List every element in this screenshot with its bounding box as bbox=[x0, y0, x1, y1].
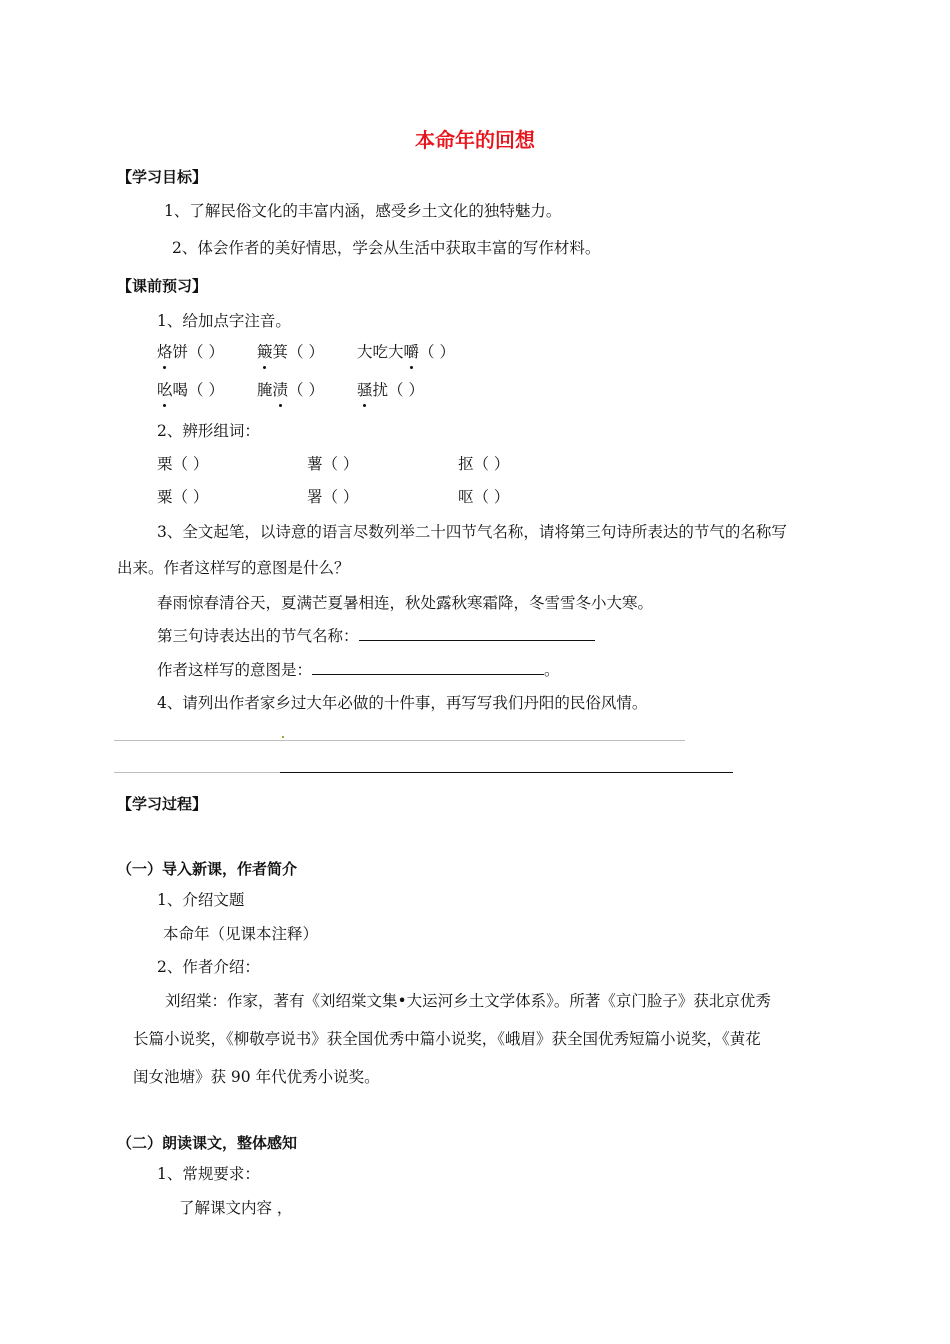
emphasis-dot-char: 吆 bbox=[157, 381, 173, 399]
word-item: 粟（ ） bbox=[157, 488, 209, 506]
pinyin-item: 大吃大嚼（ ） bbox=[357, 343, 455, 361]
pinyin-item: 烙饼（ ） bbox=[157, 343, 224, 361]
list-item-text: 了解课文内容 ， bbox=[179, 1199, 293, 1217]
author-intro-line: 长篇小说奖，《柳敬亭说书》获全国优秀中篇小说奖，《峨眉》获全国优秀短篇小说奖，《黄花 bbox=[133, 1030, 761, 1048]
question-3-line: 3、全文起笔，以诗意的语言尽数列举二十四节气名称，请将第三句诗所表达的节气的名称写 bbox=[157, 523, 787, 541]
pinyin-item: 簸箕（ ） bbox=[257, 343, 324, 361]
list-item: 1、介绍文题 bbox=[157, 891, 245, 909]
word-item: 栗（ ） bbox=[157, 455, 209, 473]
word-item: 署（ ） bbox=[307, 488, 359, 506]
question-2: 2、辨形组词： bbox=[157, 422, 260, 440]
pinyin-item: 腌渍（ ） bbox=[257, 381, 324, 399]
emphasis-dot-char: 骚 bbox=[357, 381, 373, 399]
word-item: 抠（ ） bbox=[458, 455, 510, 473]
stray-mark bbox=[282, 736, 284, 738]
list-item: 2、作者介绍： bbox=[157, 958, 260, 976]
fill-in-solar-term: 第三句诗表达出的节气名称： bbox=[157, 626, 595, 646]
answer-blank[interactable] bbox=[312, 660, 544, 675]
pinyin-item: 吆喝（ ） bbox=[157, 381, 224, 399]
word-item: 呕（ ） bbox=[458, 488, 510, 506]
question-4: 4、请列出作者家乡过大年必做的十件事，再写写我们丹阳的民俗风情。 bbox=[157, 694, 648, 712]
question-1: 1、给加点字注音。 bbox=[157, 312, 291, 330]
emphasis-dot-char: 簸 bbox=[257, 343, 273, 361]
emphasis-dot-char: 烙 bbox=[157, 343, 173, 361]
emphasis-dot-char: 渍 bbox=[272, 381, 289, 399]
answer-blank[interactable] bbox=[359, 626, 595, 641]
word-item: 薯（ ） bbox=[307, 455, 359, 473]
question-3-line: 出来。作者这样写的意图是什么？ bbox=[117, 559, 350, 577]
faint-answer-line bbox=[114, 772, 280, 773]
page-title: 本命年的回想 bbox=[415, 128, 535, 152]
solar-terms-poem: 春雨惊春清谷天，夏满芒夏暑相连，秋处露秋寒霜降，冬雪雪冬小大寒。 bbox=[157, 594, 654, 612]
section-heading-preview: 【课前预习】 bbox=[117, 277, 208, 295]
answer-line[interactable] bbox=[280, 772, 733, 773]
pinyin-item: 骚扰（ ） bbox=[357, 381, 424, 399]
author-intro-line: 闺女池塘》获 90 年代优秀小说奖。 bbox=[133, 1068, 380, 1086]
goal-item: 1、了解民俗文化的丰富内涵，感受乡土文化的独特魅力。 bbox=[164, 202, 562, 220]
emphasis-dot-char: 嚼 bbox=[403, 343, 420, 361]
part-2-heading: （二）朗读课文，整体感知 bbox=[117, 1134, 298, 1152]
list-item: 1、常规要求： bbox=[157, 1165, 260, 1183]
faint-answer-line bbox=[114, 740, 685, 741]
section-heading-goals: 【学习目标】 bbox=[117, 168, 208, 186]
section-heading-process: 【学习过程】 bbox=[117, 795, 208, 813]
goal-item: 2、体会作者的美好情思，学会从生活中获取丰富的写作材料。 bbox=[172, 239, 601, 257]
list-item-text: 本命年（见课本注释） bbox=[163, 925, 319, 943]
author-intro-line: 刘绍棠：作家，著有《刘绍棠文集•大运河乡土文学体系》。所著《京门脸子》获北京优秀 bbox=[165, 992, 771, 1010]
fill-in-intent: 作者这样写的意图是： 。 bbox=[157, 661, 560, 679]
part-1-heading: （一）导入新课，作者简介 bbox=[117, 860, 298, 878]
